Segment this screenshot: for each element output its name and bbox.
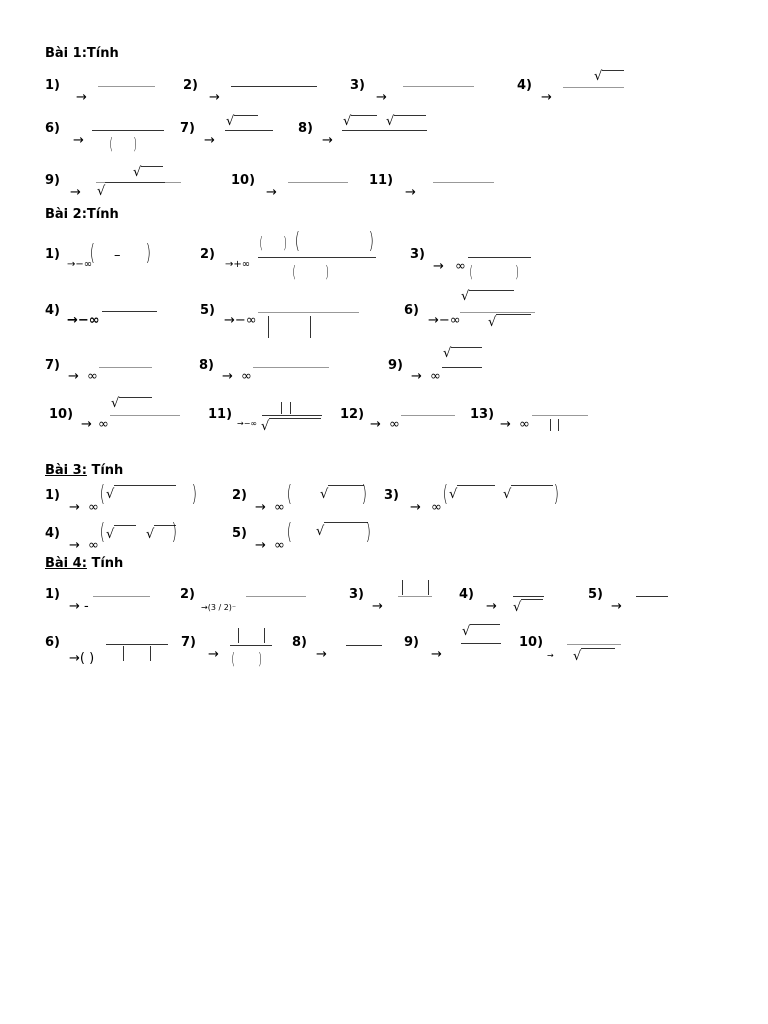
arrow-symbol: → — [255, 500, 266, 515]
paren-right: ) — [553, 482, 559, 507]
section-title-rest: Tính — [86, 463, 124, 478]
limit-subscript: →−∞ — [224, 313, 257, 328]
exercise-label: 9) — [404, 635, 419, 650]
sqrt-icon: √ — [503, 487, 512, 502]
limit-subscript: →−∞ — [237, 419, 258, 428]
fraction-bar — [230, 645, 272, 646]
abs-bar — [264, 628, 265, 643]
arrow-symbol: → — [431, 647, 442, 662]
infinity-symbol: ∞ — [88, 538, 99, 553]
minus-symbol: – — [114, 248, 121, 263]
paren-right: ) — [191, 482, 197, 507]
fraction-bar — [102, 311, 157, 312]
arrow-symbol: → — [322, 133, 333, 148]
arrow-symbol: → — [70, 185, 81, 200]
paren-left: ( — [294, 229, 300, 254]
fraction-bar — [460, 312, 535, 313]
fraction-bar — [401, 415, 455, 416]
exercise-label: 1) — [45, 587, 60, 602]
paren-right: ) — [365, 520, 371, 545]
paren-left: ( — [286, 520, 292, 545]
fraction-bar — [433, 182, 494, 183]
abs-bar — [550, 419, 551, 431]
arrow-symbol: → — [68, 369, 79, 384]
abs-bar — [123, 646, 124, 661]
paren-left: ( — [442, 482, 448, 507]
exercise-label: 3) — [384, 488, 399, 503]
paren-left: ( — [259, 233, 263, 252]
sqrt-icon: √ — [133, 165, 142, 180]
arrow-symbol: → — [370, 417, 381, 432]
arrow-symbol: → — [611, 599, 622, 614]
exercise-label: 8) — [199, 358, 214, 373]
sqrt-icon: √ — [146, 527, 155, 542]
sqrt-icon: √ — [316, 524, 325, 539]
paren-right: ) — [368, 229, 374, 254]
arrow-symbol: → — [266, 185, 277, 200]
sqrt-icon: √ — [449, 487, 458, 502]
arrow-symbol: → — [76, 90, 87, 105]
exercise-label: 10) — [231, 173, 256, 188]
radical-bar — [234, 115, 258, 116]
exercise-label: 11) — [369, 173, 394, 188]
arrow-symbol: → — [405, 185, 416, 200]
fraction-bar — [258, 257, 376, 258]
section-title-rest: Tính — [86, 556, 124, 571]
exercise-label: 4) — [517, 78, 532, 93]
abs-bar — [150, 646, 151, 661]
exercise-label: 6) — [404, 303, 419, 318]
fraction-bar — [106, 644, 168, 645]
sqrt-icon: √ — [573, 649, 582, 664]
arrow-symbol: → — [411, 369, 422, 384]
sqrt-icon: √ — [462, 624, 471, 639]
fraction-bar — [567, 644, 621, 645]
radical-bar — [470, 624, 500, 625]
exercise-label: 1) — [45, 488, 60, 503]
radical-bar — [457, 485, 495, 486]
infinity-symbol: ∞ — [88, 500, 99, 515]
exercise-label: 13) — [470, 407, 495, 422]
limit-subscript: →( ) — [69, 651, 95, 666]
sqrt-icon: √ — [386, 114, 395, 129]
exercise-label: 5) — [588, 587, 603, 602]
exercise-label: 2) — [183, 78, 198, 93]
arrow-symbol: → — [204, 133, 215, 148]
fraction-bar — [513, 596, 544, 597]
exercise-label: 3) — [349, 587, 364, 602]
radical-bar — [496, 314, 531, 315]
paren-left: ( — [99, 520, 105, 545]
limit-subscript: → - — [69, 599, 89, 614]
paren-right: ) — [361, 482, 367, 507]
paren-left: ( — [286, 482, 292, 507]
infinity-symbol: ∞ — [98, 417, 109, 432]
sqrt-icon: √ — [97, 184, 106, 199]
arrow-symbol: → — [73, 133, 84, 148]
exercise-label: 7) — [181, 635, 196, 650]
section-title-bai2: Bài 2:Tính — [45, 207, 119, 222]
radical-bar — [324, 522, 368, 523]
paren-right: ) — [171, 520, 177, 545]
limit-subscript: →−∞ — [428, 313, 461, 328]
fraction-bar — [92, 130, 164, 131]
abs-bar — [558, 419, 559, 431]
paren-right: ) — [325, 262, 329, 281]
abs-bar — [428, 580, 429, 595]
infinity-symbol: ∞ — [455, 259, 466, 274]
arrow-symbol: → — [69, 538, 80, 553]
exercise-label: 9) — [45, 173, 60, 188]
exercise-label: 4) — [45, 303, 60, 318]
exercise-label: 5) — [232, 526, 247, 541]
sqrt-icon: √ — [343, 114, 352, 129]
exercise-label: 8) — [298, 121, 313, 136]
radical-bar — [105, 182, 165, 183]
paren-left: ( — [292, 262, 296, 281]
section-title-underlined: Bài 4: — [45, 556, 87, 571]
arrow-symbol: → — [208, 647, 219, 662]
exercise-label: 10) — [519, 635, 544, 650]
sqrt-icon: √ — [513, 600, 522, 615]
paren-left: ( — [231, 649, 235, 668]
radical-bar — [394, 115, 426, 116]
paren-left: ( — [109, 134, 113, 153]
arrow-symbol: → — [316, 647, 327, 662]
fraction-bar — [346, 645, 382, 646]
section-title-bai4 — [45, 557, 123, 570]
exercise-label: 2) — [200, 247, 215, 262]
abs-bar — [290, 402, 291, 414]
infinity-symbol: ∞ — [430, 369, 441, 384]
arrow-symbol: → — [222, 369, 233, 384]
arrow-symbol: → — [372, 599, 383, 614]
sqrt-icon: √ — [320, 487, 329, 502]
arrow-symbol: → — [433, 259, 444, 274]
arrow-symbol: → — [81, 417, 92, 432]
fraction-bar — [288, 182, 348, 183]
infinity-symbol: ∞ — [389, 417, 400, 432]
fraction-bar — [231, 86, 317, 87]
exercise-label: 6) — [45, 121, 60, 136]
radical-bar — [114, 485, 176, 486]
section-title-bai3 — [45, 464, 123, 477]
sqrt-icon: √ — [106, 487, 115, 502]
sqrt-icon: √ — [111, 396, 120, 411]
arrow-symbol: → — [376, 90, 387, 105]
paren-right: ) — [133, 134, 137, 153]
abs-bar — [310, 316, 311, 338]
exercise-label: 3) — [350, 78, 365, 93]
fraction-bar — [532, 415, 588, 416]
sqrt-icon: √ — [594, 69, 603, 84]
radical-bar — [351, 115, 377, 116]
exercise-label: 10) — [49, 407, 74, 422]
arrow-symbol: → — [69, 500, 80, 515]
fraction-bar — [342, 130, 427, 131]
infinity-symbol: ∞ — [241, 369, 252, 384]
exercise-label: 5) — [200, 303, 215, 318]
exercise-label: 8) — [292, 635, 307, 650]
radical-bar — [114, 525, 136, 526]
exercise-label: 3) — [410, 247, 425, 262]
paren-left: ( — [89, 241, 95, 266]
arrow-symbol: → — [500, 417, 511, 432]
exercise-label: 9) — [388, 358, 403, 373]
sqrt-icon: √ — [488, 315, 497, 330]
radical-bar — [451, 347, 482, 348]
fraction-bar — [98, 86, 155, 87]
arrow-symbol: → — [255, 538, 266, 553]
sqrt-icon: √ — [106, 527, 115, 542]
paren-right: ) — [258, 649, 262, 668]
fraction-bar — [246, 596, 306, 597]
limit-subscript: →+∞ — [225, 259, 251, 270]
radical-bar — [469, 290, 514, 291]
fraction-bar — [110, 415, 180, 416]
fraction-bar — [253, 367, 329, 368]
exercise-label: 4) — [459, 587, 474, 602]
exercise-label: 12) — [340, 407, 365, 422]
fraction-bar — [262, 415, 322, 416]
radical-bar — [602, 70, 624, 71]
radical-bar — [141, 166, 163, 167]
fraction-bar — [99, 367, 152, 368]
arrow-symbol: → — [547, 651, 554, 660]
infinity-symbol: ∞ — [519, 417, 530, 432]
exercise-label: 6) — [45, 635, 60, 650]
exercise-label: 2) — [232, 488, 247, 503]
limit-subscript: →(3 / 2)⁻ — [201, 603, 237, 612]
abs-bar — [268, 316, 269, 338]
exercise-label: 1) — [45, 247, 60, 262]
arrow-symbol: → — [209, 90, 220, 105]
exercise-label: 7) — [45, 358, 60, 373]
fraction-bar — [468, 257, 531, 258]
radical-bar — [269, 418, 321, 419]
arrow-symbol: → — [486, 599, 497, 614]
infinity-symbol: ∞ — [274, 500, 285, 515]
fraction-bar — [398, 596, 432, 597]
paren-left: ( — [469, 262, 473, 281]
exercise-label: 4) — [45, 526, 60, 541]
radical-bar — [521, 599, 543, 600]
fraction-bar — [93, 596, 150, 597]
infinity-symbol: ∞ — [87, 369, 98, 384]
fraction-bar — [563, 87, 624, 88]
arrow-symbol: → — [410, 500, 421, 515]
section-title-underlined: Bài 3: — [45, 463, 87, 478]
section-title-bai1: Bài 1:Tính — [45, 46, 119, 61]
paren-right: ) — [283, 233, 287, 252]
infinity-symbol: ∞ — [274, 538, 285, 553]
limit-subscript: →−∞ — [67, 313, 100, 328]
radical-bar — [581, 648, 615, 649]
paren-right: ) — [515, 262, 519, 281]
radical-bar — [328, 485, 364, 486]
sqrt-icon: √ — [443, 346, 452, 361]
exercise-label: 2) — [180, 587, 195, 602]
infinity-symbol: ∞ — [431, 500, 442, 515]
exercise-label: 7) — [180, 121, 195, 136]
fraction-bar — [403, 86, 474, 87]
limit-subscript: →−∞ — [67, 259, 93, 270]
paren-right: ) — [145, 241, 151, 266]
abs-bar — [238, 628, 239, 643]
exercise-label: 1) — [45, 78, 60, 93]
fraction-bar — [461, 643, 501, 644]
sqrt-icon: √ — [461, 289, 470, 304]
exercise-label: 11) — [208, 407, 233, 422]
paren-left: ( — [99, 482, 105, 507]
radical-bar — [119, 397, 152, 398]
abs-bar — [281, 402, 282, 414]
sqrt-icon: √ — [226, 114, 235, 129]
fraction-bar — [258, 312, 359, 313]
arrow-symbol: → — [541, 90, 552, 105]
fraction-bar — [442, 367, 482, 368]
abs-bar — [402, 580, 403, 595]
fraction-bar — [636, 596, 668, 597]
sqrt-icon: √ — [261, 419, 270, 434]
fraction-bar — [225, 130, 273, 131]
radical-bar — [511, 485, 553, 486]
